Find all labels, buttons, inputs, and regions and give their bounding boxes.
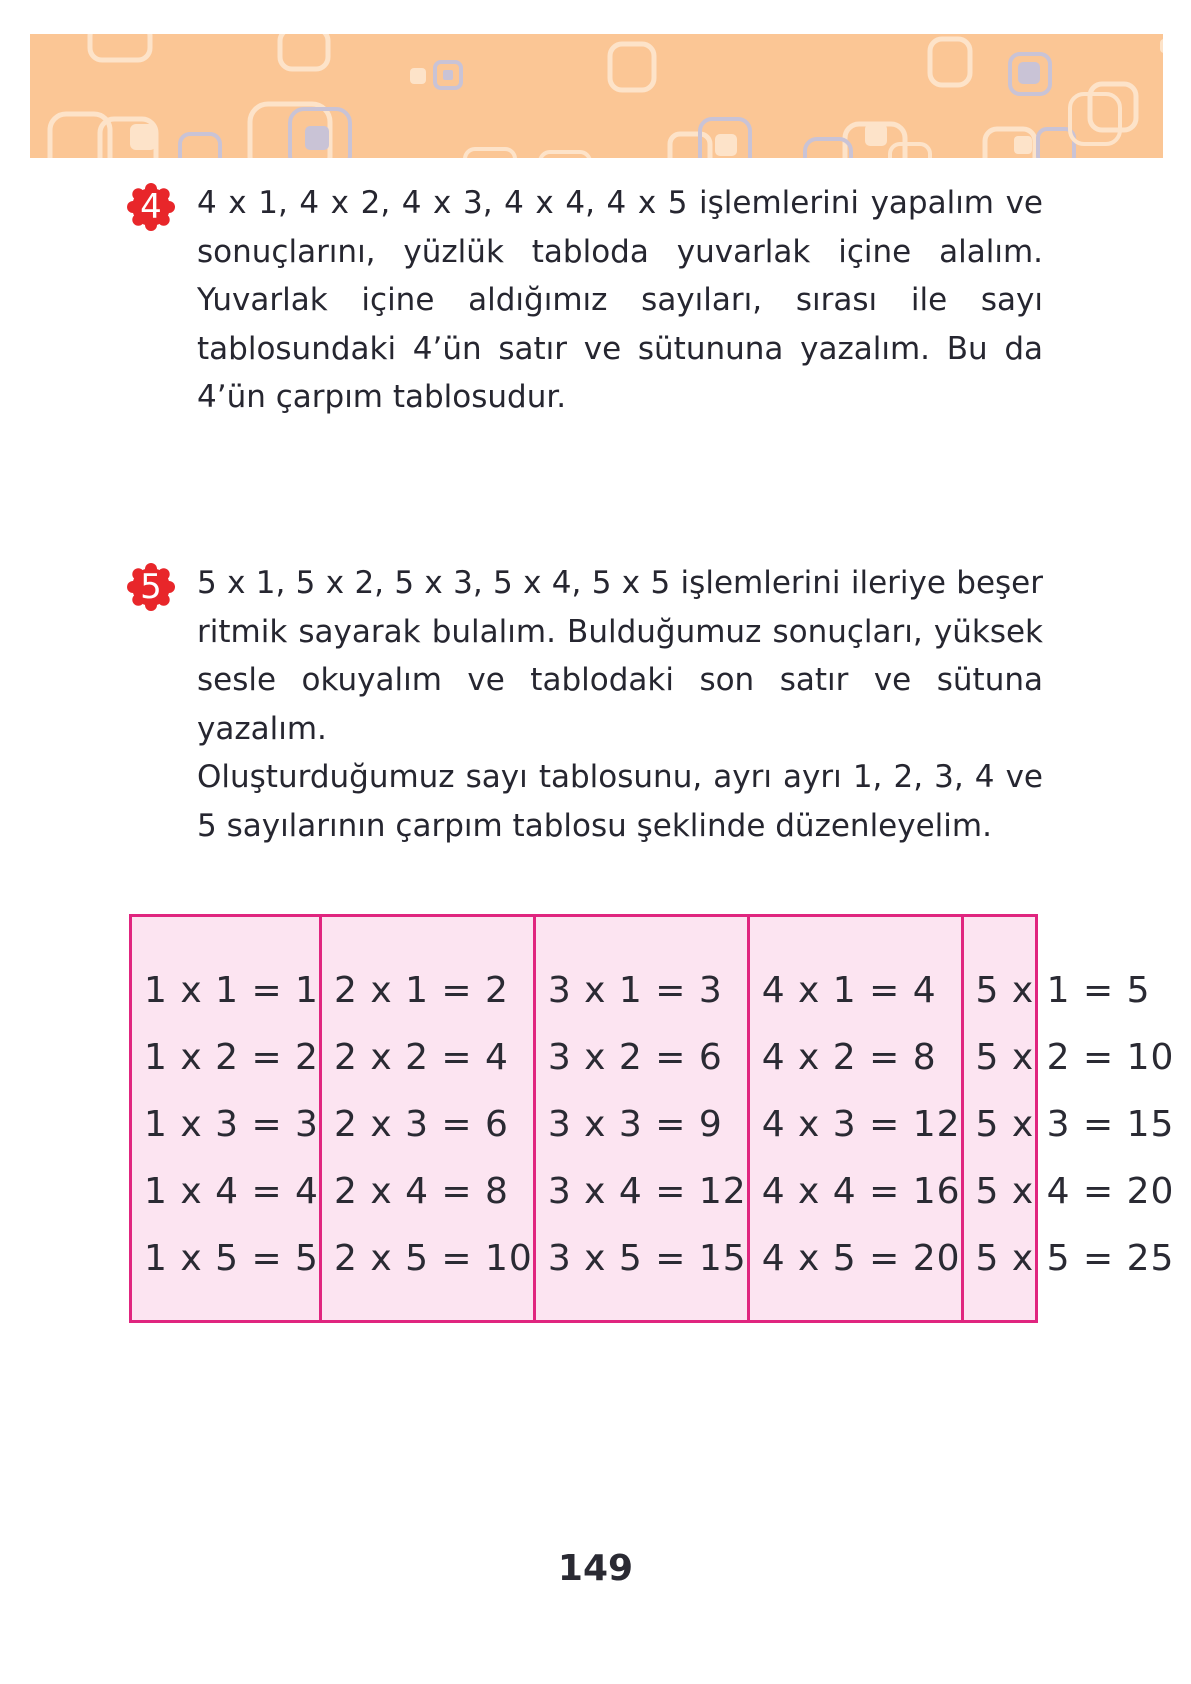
table-cell: 3 x 2 = 6 [547, 1037, 723, 1078]
exercise-instructions [197, 559, 1043, 850]
table-cell: 3 x 3 = 9 [547, 1104, 723, 1145]
table-column-1 [132, 917, 322, 1320]
table-cell: 1 x 3 = 3 [144, 1104, 319, 1145]
table-column-4 [750, 917, 964, 1320]
exercise-number: 5 [140, 567, 162, 607]
table-cell: 5 x 2 = 10 [975, 1037, 1175, 1078]
exercise-paragraph: Oluşturduğumuz sayı tablosunu, ayrı ayrı 1, 2, 3, 4 ve 5 sayılarının çarpım tablosu şeklinde düzenleyelim. [197, 759, 1043, 844]
table-cell: 5 x 5 = 25 [975, 1238, 1175, 1279]
table-cell: 2 x 4 = 8 [333, 1171, 509, 1212]
exercise-5 [127, 563, 1047, 863]
rounded-squares-pattern [30, 34, 1163, 158]
table-column-3 [536, 917, 750, 1320]
table-cell: 5 x 4 = 20 [975, 1171, 1175, 1212]
table-column-5 [964, 917, 1175, 1320]
table-cell: 4 x 5 = 20 [761, 1238, 961, 1279]
table-cell: 1 x 1 = 1 [144, 970, 319, 1011]
table-cell: 3 x 5 = 15 [547, 1238, 747, 1279]
header-decoration-band [30, 34, 1163, 158]
exercise-number: 4 [140, 187, 162, 227]
table-cell: 4 x 4 = 16 [761, 1171, 961, 1212]
table-cell: 5 x 1 = 5 [975, 970, 1151, 1011]
table-cell: 5 x 3 = 15 [975, 1104, 1175, 1145]
table-cell: 1 x 4 = 4 [144, 1171, 319, 1212]
table-cell: 2 x 2 = 4 [333, 1037, 509, 1078]
exercise-4 [127, 183, 1047, 423]
multiplication-table [129, 914, 1175, 1323]
table-cell: 2 x 1 = 2 [333, 970, 509, 1011]
table-column-2 [322, 917, 536, 1320]
table-cell: 4 x 1 = 4 [761, 970, 937, 1011]
table-cell: 2 x 5 = 10 [333, 1238, 533, 1279]
exercise-instructions [197, 179, 1043, 422]
table-cell: 3 x 1 = 3 [547, 970, 723, 1011]
exercise-number-badge [127, 563, 175, 611]
exercise-paragraph: 4 x 1, 4 x 2, 4 x 3, 4 x 4, 4 x 5 işlemlerini yapalım ve sonuçlarını, yüzlük tabloda yuvarlak içine alalım. Yuvarlak içine aldığımız sayıları, sırası ile sayı tablosundaki 4’ün satır ve sütununa yazalım. Bu da 4’ün çarpım tablosudur. [197, 185, 1043, 415]
table-cell: 4 x 2 = 8 [761, 1037, 937, 1078]
table-cell: 4 x 3 = 12 [761, 1104, 961, 1145]
table-cell: 2 x 3 = 6 [333, 1104, 509, 1145]
table-cell: 3 x 4 = 12 [547, 1171, 747, 1212]
exercise-number-badge [127, 183, 175, 231]
page-number: 149 [557, 1548, 634, 1589]
table-cell: 1 x 5 = 5 [144, 1238, 319, 1279]
table-cell: 1 x 2 = 2 [144, 1037, 319, 1078]
exercise-paragraph: 5 x 1, 5 x 2, 5 x 3, 5 x 4, 5 x 5 işlemlerini ileriye beşer ritmik sayarak bulalım. Bulduğumuz sonuçları, yüksek sesle okuyalım ve tablodaki son satır ve sütuna yazalım. [197, 565, 1043, 747]
